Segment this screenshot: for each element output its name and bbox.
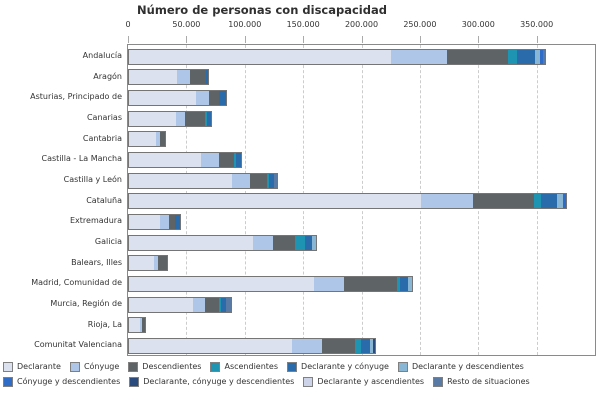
x-axis-tick-label: 0 [125,20,131,29]
bar-segment [176,112,185,126]
bar-segment [314,277,344,291]
bar-row [128,111,212,127]
legend-label: Resto de situaciones [447,377,530,386]
y-axis-label: Galicia [94,237,122,246]
bar-segment [205,298,220,312]
bar-segment [142,318,145,332]
legend-item [287,362,389,372]
bar-segment [447,50,509,64]
bar-segment [400,277,408,291]
bar-segment [361,339,370,353]
bar-row [128,90,227,106]
bar-segment [129,132,156,146]
bar-row [128,317,146,333]
bar-segment [129,277,314,291]
legend-item [3,362,61,372]
bar-segment [373,339,375,353]
bar-segment [344,277,397,291]
bar-segment [177,70,190,84]
bar-row [128,255,168,271]
legend-swatch [3,362,13,372]
x-axis-tick [537,36,538,43]
bar-segment [408,277,412,291]
bar-segment [129,236,253,250]
bar-row [128,49,546,65]
legend-label: Declarante y cónyuge [301,362,389,371]
bar-segment [508,50,516,64]
bar-segment [473,194,534,208]
bar-segment [421,194,473,208]
bar-segment [160,215,169,229]
y-axis-label: Extremadura [70,216,122,226]
bar-segment [160,132,165,146]
y-axis-label: Andalucía [82,51,122,60]
legend-item [70,362,119,372]
legend-row [3,374,598,389]
legend [3,359,598,389]
y-axis-label: Canarias [86,113,122,122]
legend-label: Declarante, cónyuge y descendientes [143,377,295,386]
x-axis-tick [186,36,187,43]
legend-swatch [70,362,80,372]
bar-row [128,235,317,251]
x-axis-tick [245,36,246,43]
legend-item [3,377,120,387]
bar-segment [517,50,536,64]
bar-segment [250,174,268,188]
bar-segment [322,339,355,353]
bar-segment [312,236,316,250]
bar-segment [292,339,322,353]
y-axis-label: Castilla y León [63,175,122,184]
bar-segment [185,112,205,126]
legend-item [210,362,278,372]
y-axis-label: Aragón [93,71,122,81]
bar-segment [129,298,193,312]
bar-segment [226,298,230,312]
bar-segment [129,91,196,105]
legend-item [398,362,524,372]
x-axis-tick [128,36,129,43]
bar-segment [129,174,232,188]
x-axis-tick [420,36,421,43]
bar-segment [129,215,160,229]
bar-segment [253,236,273,250]
bar-row [128,338,376,354]
x-axis-tick-label: 50.000 [172,20,201,29]
bar-segment [563,194,566,208]
legend-item [128,362,201,372]
x-axis-tick-label: 150.000 [286,20,320,29]
bar-row [128,214,181,230]
bar-segment [158,256,167,270]
bar-segment [295,236,305,250]
x-axis-tick [303,36,304,43]
y-axis-label: Asturias, Principado de [30,92,122,102]
bar-segment [129,112,176,126]
bar-segment [391,50,447,64]
bar-segment [305,236,312,250]
bar-row [128,297,232,313]
bar-segment [129,339,292,353]
bar-segment [207,112,211,126]
bar-row [128,276,413,292]
legend-label: Descendientes [142,362,202,371]
legend-row [3,359,598,374]
x-axis-tick [362,36,363,43]
bar-segment [541,194,558,208]
bar-segment [232,174,250,188]
legend-label: Declarante y descendientes [411,362,524,371]
x-axis-tick-label: 100.000 [228,20,262,29]
bar-row [128,193,567,209]
y-axis-label: Madrid, Comunidad de [31,278,122,288]
legend-swatch [128,362,138,372]
legend-swatch [287,362,297,372]
plot-area [127,44,596,356]
legend-swatch [303,377,313,387]
bar-segment [201,153,219,167]
bar-segment [206,70,208,84]
legend-item [129,377,294,387]
bar-segment [543,50,545,64]
bar-segment [129,70,177,84]
bar-segment [175,215,180,229]
bar-segment [129,194,421,208]
bar-segment [129,318,140,332]
legend-label: Cónyuge [83,362,120,371]
bar-segment [274,174,278,188]
x-axis-tick [478,36,479,43]
bar-segment [209,91,219,105]
y-axis-label: Balears, Illes [71,257,122,267]
legend-swatch [3,377,13,387]
y-axis-label: Rioja, La [87,319,122,329]
legend-label: Declarante y ascendientes [317,377,425,386]
bar-row [128,152,242,168]
y-axis-label: Cataluña [86,195,122,205]
bar-row [128,69,209,85]
legend-label: Cónyuge y descendientes [17,377,121,386]
legend-item [303,377,424,387]
bar-segment [236,153,241,167]
chart-title: Número de personas con discapacidad [137,3,387,17]
legend-label: Ascendientes [224,362,279,371]
bar-segment [129,50,391,64]
legend-label: Declarante [17,362,61,371]
x-axis-tick-label: 350.000 [520,20,554,29]
legend-swatch [129,377,139,387]
x-axis-tick-label: 250.000 [403,20,437,29]
x-axis-tick-label: 200.000 [344,20,379,29]
y-axis-label: Cantabria [82,133,122,143]
legend-swatch [433,377,443,387]
y-axis-label: Murcia, Región de [50,299,122,308]
x-axis-tick-label: 300.000 [461,20,495,29]
bar-segment [190,70,206,84]
legend-swatch [210,362,220,372]
bar-segment [129,256,154,270]
bar-row [128,131,166,147]
y-axis-label: Comunitat Valenciana [34,340,122,350]
legend-item [433,377,530,387]
legend-swatch [398,362,408,372]
bar-segment [196,91,209,105]
bar-segment [219,91,226,105]
bar-segment [193,298,205,312]
bar-segment [273,236,295,250]
bar-segment [129,153,201,167]
y-axis-label: Castilla - La Mancha [41,154,122,164]
bar-row [128,173,278,189]
bar-segment [219,153,234,167]
